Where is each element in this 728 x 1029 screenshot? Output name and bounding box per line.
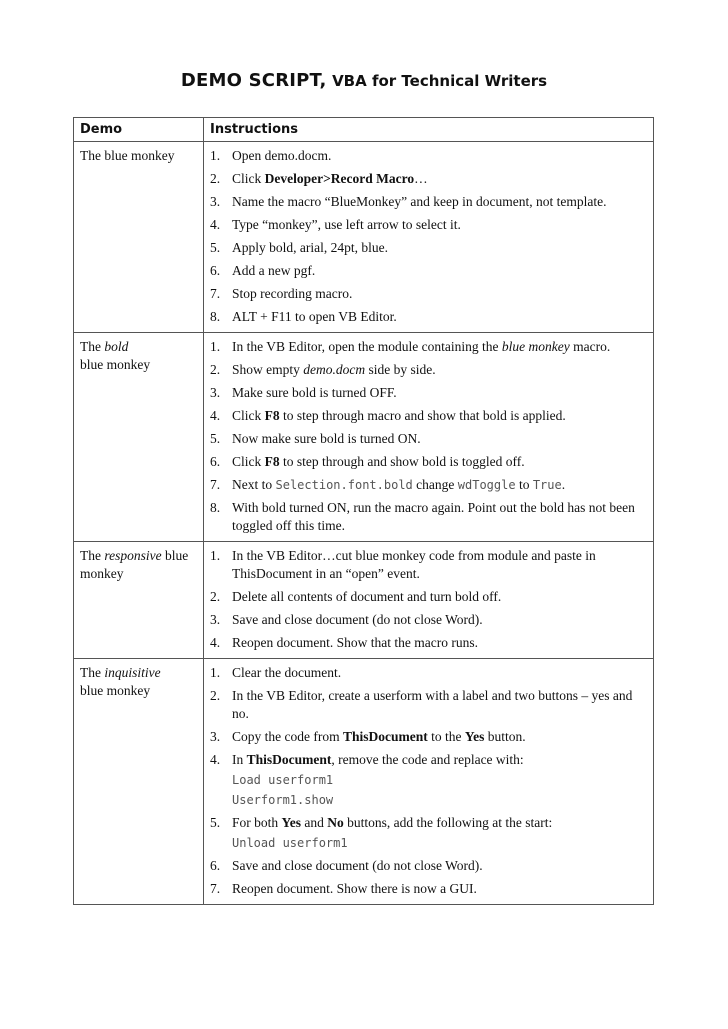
step-number: 3.	[210, 612, 221, 627]
italic-text: inquisitive	[104, 665, 161, 680]
table-row	[74, 333, 654, 542]
text-run: Show empty	[232, 362, 304, 377]
step-item	[208, 611, 647, 629]
step-item	[208, 262, 647, 280]
text-run: The blue monkey	[80, 148, 175, 163]
title-main: DEMO SCRIPT,	[180, 70, 327, 91]
text-run: For both	[232, 815, 282, 830]
step-number: 8.	[210, 500, 221, 515]
text-run: to	[515, 477, 533, 492]
text-run: In the VB Editor, create a userform with a label and two buttons – yes and no.	[232, 688, 633, 721]
text-run: Open demo.docm.	[232, 148, 332, 163]
step-item	[208, 880, 647, 898]
instructions-cell	[204, 659, 654, 905]
text-run: macro.	[569, 339, 611, 354]
step-item	[208, 547, 647, 583]
text-run: Clear the document.	[232, 665, 342, 680]
text-run: In	[232, 752, 247, 767]
step-item	[208, 361, 647, 379]
step-item	[208, 193, 647, 211]
step-number: 7.	[210, 286, 221, 301]
steps-list	[208, 664, 647, 898]
text-run: to step through macro and show that bold is applied.	[279, 408, 566, 423]
step-item	[208, 453, 647, 471]
text-run: blue monkey	[80, 683, 151, 698]
inline-code: Selection.font.bold	[275, 478, 413, 492]
bold-text: Yes	[281, 815, 302, 830]
inline-code: wdToggle	[457, 478, 516, 492]
steps-list	[208, 547, 647, 652]
demo-name-cell	[74, 542, 204, 659]
step-number: 6.	[210, 263, 221, 278]
instructions-cell	[204, 142, 654, 333]
step-item	[208, 751, 647, 809]
italic-text: demo.docm	[303, 362, 366, 377]
step-item	[208, 147, 647, 165]
text-run: In the VB Editor…cut blue monkey code from module and paste in ThisDocument in an “open” event.	[232, 548, 596, 581]
step-number: 4.	[210, 752, 221, 767]
step-number: 7.	[210, 881, 221, 896]
steps-list	[208, 147, 647, 326]
step-number: 6.	[210, 858, 221, 873]
text-run: Apply bold, arial, 24pt, blue.	[232, 240, 388, 255]
step-item	[208, 499, 647, 535]
step-number: 1.	[210, 548, 221, 563]
text-run: Type “monkey”, use left arrow to select it.	[232, 217, 461, 232]
step-item	[208, 170, 647, 188]
step-number: 6.	[210, 454, 221, 469]
text-run: Reopen document. Show there is now a GUI.	[232, 881, 477, 896]
demo-script-table	[73, 117, 654, 905]
table-row	[74, 142, 654, 333]
text-run: Click	[232, 408, 265, 423]
step-number: 7.	[210, 477, 221, 492]
text-run: The	[80, 339, 105, 354]
code-line: Load userform1	[232, 773, 334, 787]
italic-text: blue monkey	[501, 339, 570, 354]
instructions-cell	[204, 333, 654, 542]
text-run: blue monkey	[80, 548, 189, 581]
text-run: Stop recording macro.	[232, 286, 353, 301]
text-run: With bold turned ON, run the macro again. Point out the bold has not been toggled off this time.	[232, 500, 635, 533]
text-run: to the	[427, 729, 465, 744]
bold-text: F8	[264, 454, 280, 469]
text-run: The	[80, 548, 105, 563]
column-header-demo: Demo	[74, 118, 204, 142]
step-number: 8.	[210, 309, 221, 324]
step-number: 1.	[210, 339, 221, 354]
step-item	[208, 407, 647, 425]
text-run: side by side.	[365, 362, 436, 377]
step-number: 1.	[210, 148, 221, 163]
text-run: Click	[232, 454, 265, 469]
steps-list	[208, 338, 647, 535]
text-run: Add a new pgf.	[232, 263, 316, 278]
step-number: 3.	[210, 194, 221, 209]
step-item	[208, 687, 647, 723]
text-run: Reopen document. Show that the macro runs.	[232, 635, 478, 650]
column-header-instructions: Instructions	[204, 118, 654, 142]
code-line: Userform1.show	[232, 793, 334, 807]
bold-text: ThisDocument	[246, 752, 332, 767]
demo-name-cell	[74, 659, 204, 905]
title-subtitle: VBA for Technical Writers	[332, 72, 548, 90]
table-row	[74, 542, 654, 659]
step-number: 3.	[210, 385, 221, 400]
step-number: 2.	[210, 171, 221, 186]
step-item	[208, 476, 647, 494]
text-run: Save and close document (do not close Word).	[232, 612, 483, 627]
bold-text: Yes	[464, 729, 485, 744]
text-run: Copy the code from	[232, 729, 343, 744]
bold-text: ThisDocument	[342, 729, 428, 744]
bold-text: F8	[264, 408, 280, 423]
table-row	[74, 659, 654, 905]
document-title	[0, 70, 728, 91]
text-run: .	[561, 477, 566, 492]
text-run: blue monkey	[80, 357, 151, 372]
bold-text: No	[327, 815, 344, 830]
step-number: 2.	[210, 688, 221, 703]
step-item	[208, 239, 647, 257]
step-item	[208, 857, 647, 875]
demo-name-cell	[74, 142, 204, 333]
text-run: and	[301, 815, 328, 830]
step-item	[208, 216, 647, 234]
step-item	[208, 285, 647, 303]
step-number: 4.	[210, 408, 221, 423]
text-run: button.	[484, 729, 526, 744]
text-run: Name the macro “BlueMonkey” and keep in document, not template.	[232, 194, 607, 209]
step-item	[208, 338, 647, 356]
text-run: Click	[232, 171, 265, 186]
text-run: Next to	[232, 477, 276, 492]
step-number: 5.	[210, 815, 221, 830]
text-run: Now make sure bold is turned ON.	[232, 431, 421, 446]
step-item	[208, 588, 647, 606]
italic-text: bold	[104, 339, 129, 354]
text-run: change	[412, 477, 458, 492]
text-run: The	[80, 665, 105, 680]
step-number: 3.	[210, 729, 221, 744]
step-number: 5.	[210, 240, 221, 255]
table-header-row	[74, 118, 654, 142]
step-item	[208, 384, 647, 402]
step-item	[208, 430, 647, 448]
step-number: 1.	[210, 665, 221, 680]
step-number: 5.	[210, 431, 221, 446]
demo-name-cell	[74, 333, 204, 542]
step-item	[208, 664, 647, 682]
step-number: 2.	[210, 589, 221, 604]
text-run: , remove the code and replace with:	[331, 752, 524, 767]
bold-text: Developer>Record Macro	[264, 171, 415, 186]
step-item	[208, 728, 647, 746]
step-number: 4.	[210, 217, 221, 232]
text-run: In the VB Editor, open the module containing the	[232, 339, 502, 354]
step-item	[208, 814, 647, 852]
text-run: …	[414, 171, 428, 186]
italic-text: responsive	[104, 548, 162, 563]
text-run: Delete all contents of document and turn bold off.	[232, 589, 502, 604]
step-number: 2.	[210, 362, 221, 377]
step-item	[208, 308, 647, 326]
text-run: to step through and show bold is toggled off.	[279, 454, 525, 469]
text-run: Save and close document (do not close Word).	[232, 858, 483, 873]
text-run: ALT + F11 to open VB Editor.	[232, 309, 397, 324]
step-item	[208, 634, 647, 652]
code-line: Unload userform1	[232, 836, 348, 850]
instructions-cell	[204, 542, 654, 659]
text-run: buttons, add the following at the start:	[343, 815, 553, 830]
inline-code: True	[532, 478, 562, 492]
text-run: Make sure bold is turned OFF.	[232, 385, 397, 400]
step-number: 4.	[210, 635, 221, 650]
